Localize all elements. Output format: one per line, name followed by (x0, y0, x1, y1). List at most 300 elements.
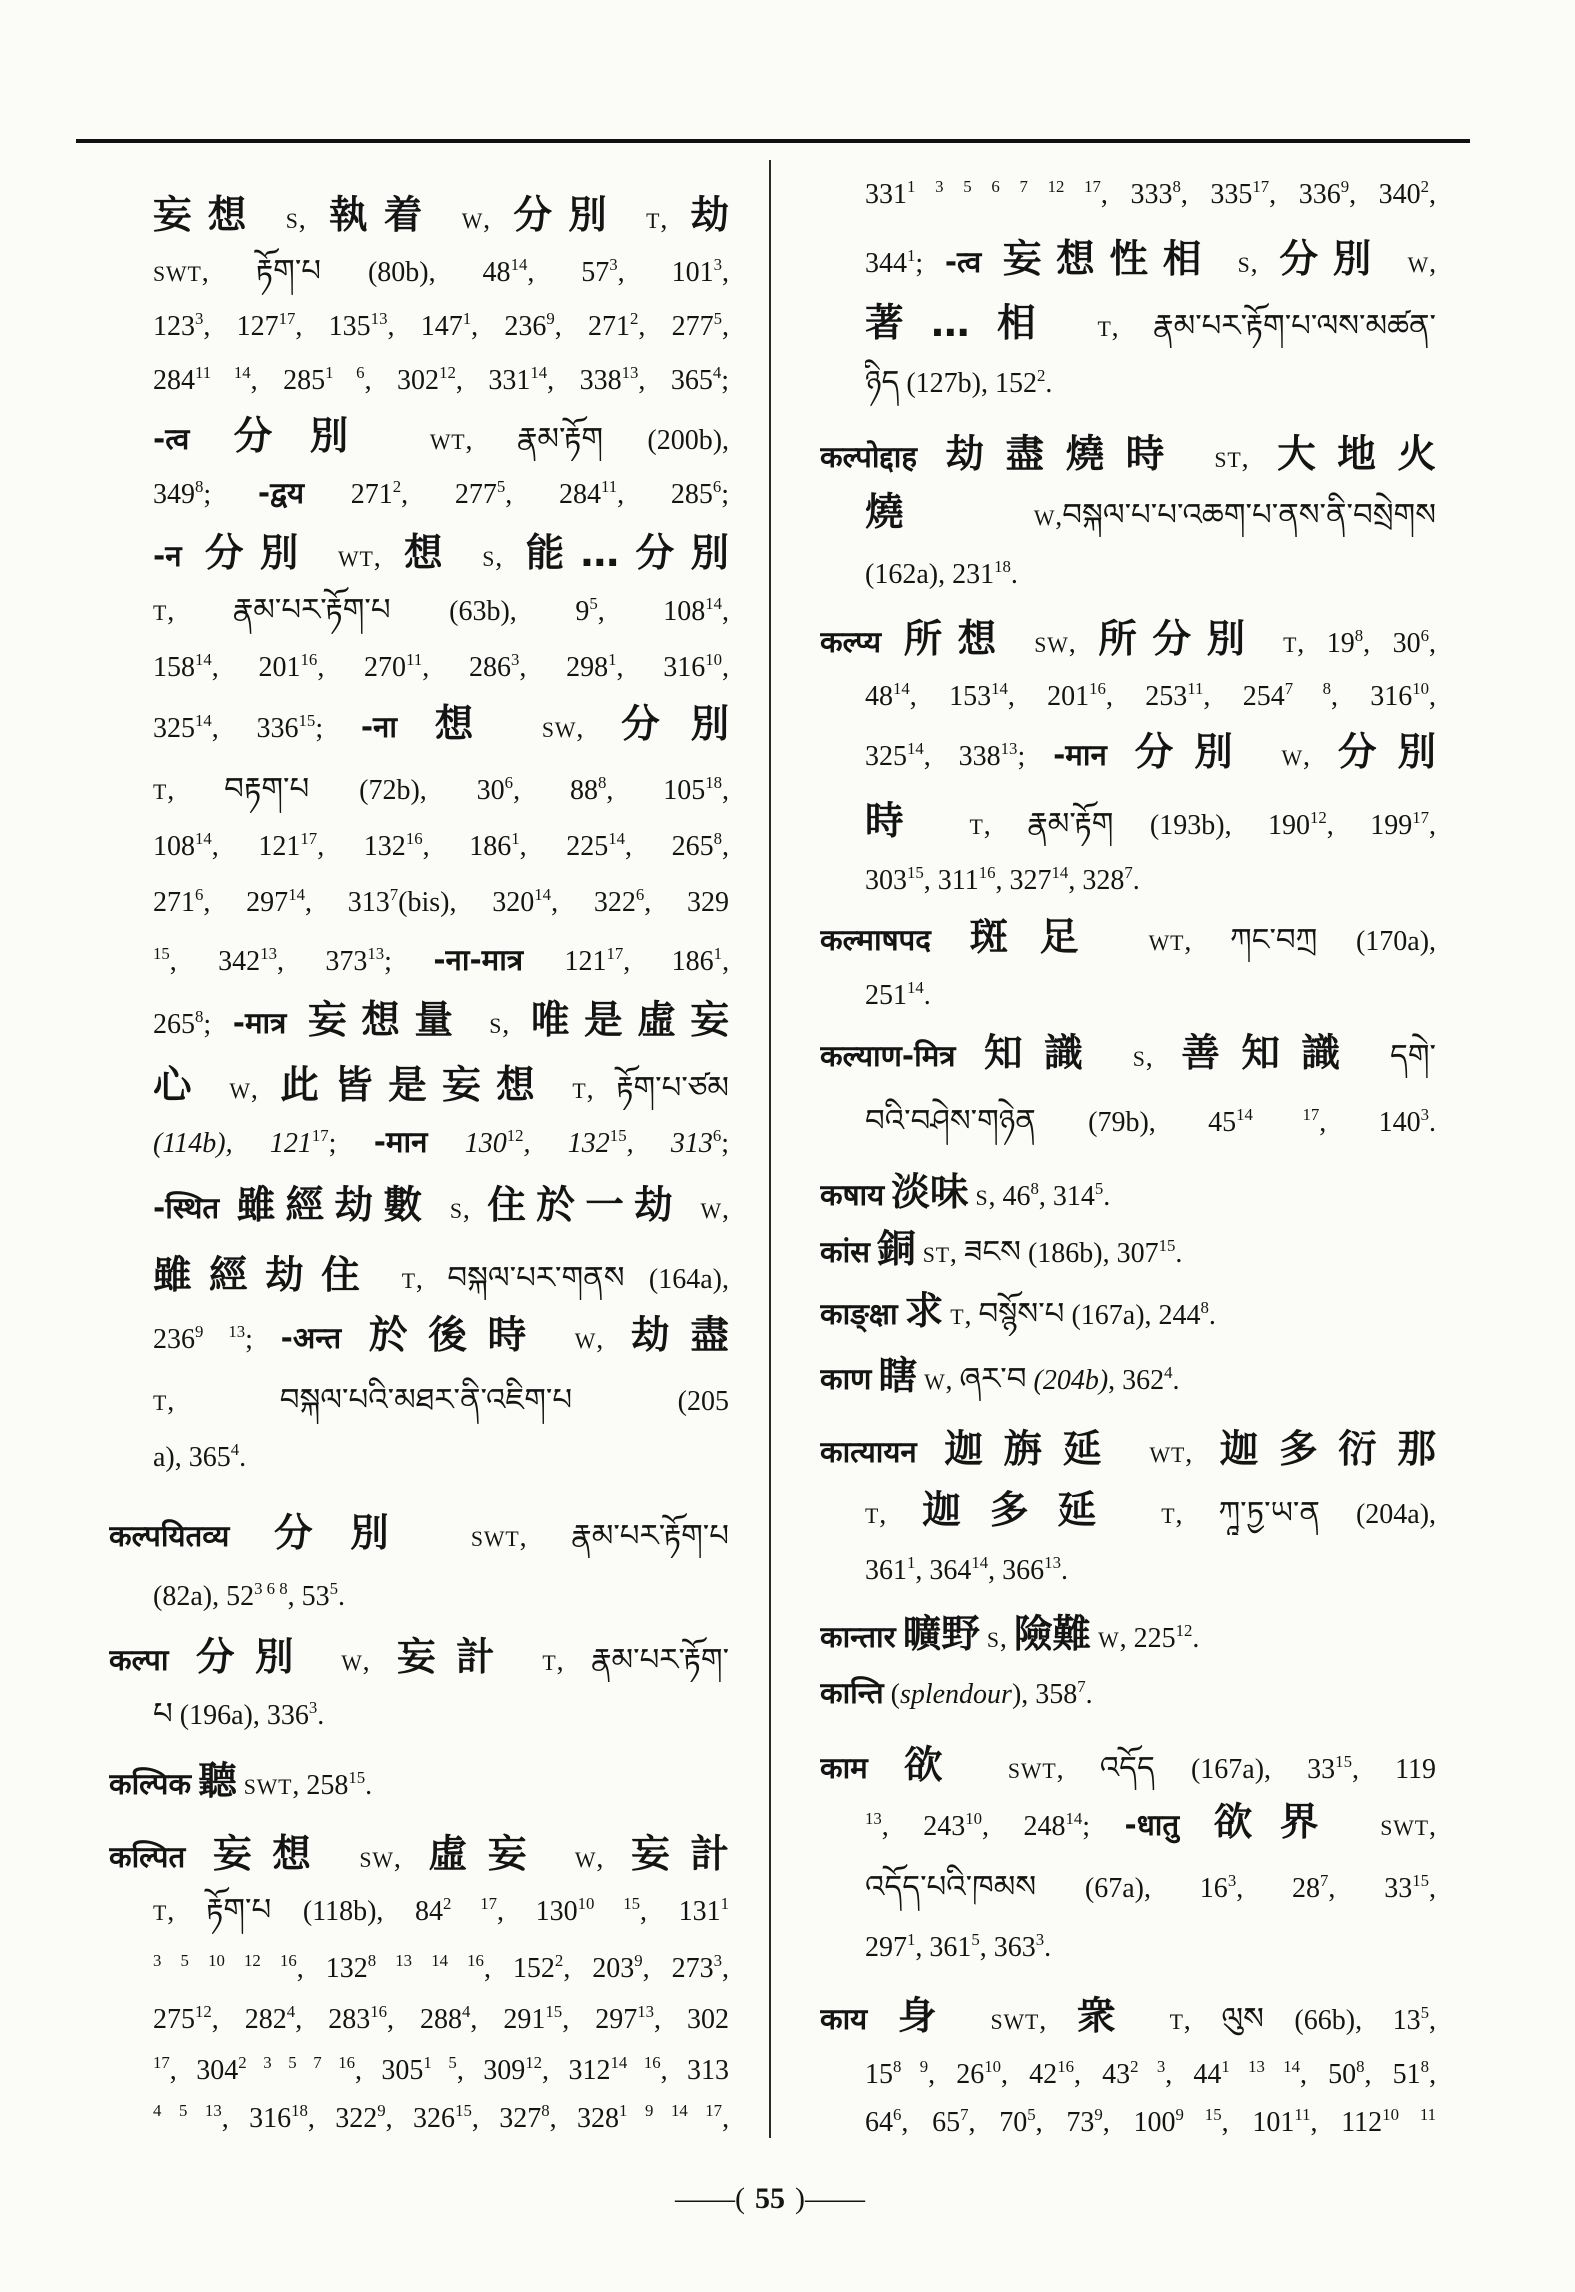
reference-text: , (949, 1238, 964, 1269)
reference-text: , 312 (542, 2055, 611, 2086)
chinese-gloss: 分別 (1134, 730, 1254, 775)
tibetan-term: རྣམ་པར་རྟོག་པ་ལས་མཚན་ (1153, 308, 1436, 344)
source-siglum: W (1407, 253, 1430, 277)
sanskrit-headword: -अन्त (280, 1321, 342, 1355)
reference-text: , 53 (287, 1581, 330, 1612)
source-siglum: WT (338, 547, 374, 571)
reference-text: (80b), 48 (321, 257, 511, 288)
reference-text: ; (315, 713, 361, 744)
source-siglum: S (489, 1014, 503, 1038)
chinese-gloss: 分別 (204, 531, 315, 576)
entry-line (820, 1030, 1436, 1078)
line-number-superscript: 13 (370, 309, 388, 329)
reference-text: , 309 (456, 2055, 526, 2086)
source-siglum: SWT (1380, 1816, 1429, 1840)
line-number-superscript: 1 6 (325, 363, 365, 383)
line-number-superscript: 14 16 (610, 2053, 661, 2073)
reference-text: , 258 (292, 1770, 349, 1801)
chinese-gloss: 分別 (233, 414, 386, 459)
tibetan-term: རྣམ་པར་རྟོག་ (590, 1642, 729, 1678)
tibetan-term: རྣམ་པར་རྟོག་པ (232, 592, 391, 628)
chinese-gloss: 身 (897, 1994, 960, 2039)
line-number-superscript: 9 (377, 2101, 386, 2121)
entry-line (865, 2099, 1436, 2147)
reference-text: , 50 (1300, 2059, 1357, 2090)
chinese-gloss: 妄計 (397, 1635, 515, 1680)
line-number-superscript: 11 (600, 477, 618, 497)
reference-text: , 311 (923, 865, 979, 896)
reference-text: , 331 (455, 365, 531, 396)
entry-line (153, 1118, 729, 1166)
reference-text: , (1429, 681, 1436, 712)
chinese-gloss: 瞎 (878, 1354, 918, 1399)
reference-text: , (519, 1522, 572, 1553)
line-number-superscript: 4 (1164, 1363, 1173, 1383)
reference-text: , (1241, 443, 1278, 474)
tibetan-term: ཀང་བཀྲ (1230, 922, 1318, 958)
line-number-superscript: 16 (1057, 2057, 1074, 2077)
line-number-superscript: 14 (893, 679, 910, 699)
line-number-superscript: 1 (511, 829, 520, 849)
reference-text: , 297 (562, 2004, 638, 2035)
line-number-superscript: 11 14 (195, 363, 251, 383)
reference-text: , 33 (1328, 1873, 1413, 1904)
reference-text: , 270 (317, 652, 407, 683)
reference-text: , (1055, 501, 1063, 532)
reference-text: , (722, 257, 729, 288)
sanskrit-headword: -त्व (944, 245, 982, 279)
line-number-superscript: 1 (608, 650, 617, 670)
reference-text (185, 1843, 213, 1874)
entry-line (865, 489, 1436, 537)
reference-text: , (298, 204, 329, 235)
reference-text: 236 (153, 1324, 195, 1355)
reference-text: . (1208, 1300, 1216, 1331)
reference-text: , 121 (211, 831, 301, 862)
line-number-superscript: 4 (286, 2002, 296, 2022)
tibetan-term: རྣམ་རྟོག (516, 421, 604, 457)
line-number-superscript: 5 (589, 594, 598, 614)
entry-line (109, 1758, 729, 1806)
source-siglum: W (1098, 1628, 1120, 1652)
reference-text: , 225 (1119, 1623, 1176, 1654)
reference-text: , 314 (1038, 1181, 1095, 1212)
line-number-superscript: 3 (195, 309, 204, 329)
reference-text: , (1184, 926, 1230, 957)
entry-line (820, 1669, 1436, 1717)
reference-text: , 42 (1001, 2059, 1058, 2090)
reference-text: , (596, 1324, 632, 1355)
reference-text: , (596, 1843, 632, 1874)
chinese-gloss: 求 (904, 1289, 944, 1334)
line-number-superscript: 9 (1094, 2105, 1103, 2125)
sanskrit-headword: कान्ति (820, 1676, 884, 1710)
reference-text: (204a), (1319, 1499, 1436, 1530)
line-number-superscript: 13 (621, 363, 639, 383)
reference-text: , 201 (1007, 681, 1090, 712)
line-number-superscript: 15 (1158, 1236, 1176, 1256)
reference-text: , 19 (1297, 628, 1355, 659)
reference-text: (72b), 30 (309, 775, 505, 806)
reference-text: (66b), 13 (1263, 2005, 1421, 2036)
line-number-superscript: 13 (865, 1809, 882, 1829)
line-number-superscript: 15 (298, 711, 316, 731)
line-number-superscript: 12 (439, 363, 456, 383)
reference-text: , (1111, 312, 1154, 343)
reference-text: , 291 (470, 2004, 546, 2035)
line-number-superscript: 14 (907, 739, 924, 759)
line-number-superscript: 5 (971, 1930, 980, 1950)
entry-line (153, 192, 729, 240)
sanskrit-headword: -द्वय (257, 476, 305, 510)
reference-text: , 313 (660, 2055, 729, 2086)
reference-text: , 277 (401, 479, 497, 510)
reference-text: . (1103, 1181, 1111, 1212)
source-siglum: WT (429, 430, 466, 454)
reference-text: , 364 (915, 1555, 972, 1586)
reference-text: . (1010, 559, 1018, 590)
entry-line (153, 2095, 729, 2143)
sanskrit-headword: -ना (360, 710, 397, 744)
source-siglum: SW (541, 718, 577, 742)
chinese-gloss: 分別 (273, 1511, 427, 1556)
reference-text: , 243 (881, 1811, 966, 1842)
reference-text: ; (721, 365, 729, 396)
source-siglum: SWT (153, 262, 202, 286)
line-number-superscript: 5 (713, 309, 723, 329)
reference-text: , 316 (1330, 681, 1413, 712)
entry-line (153, 879, 729, 927)
line-number-superscript: 13 (1044, 1553, 1061, 1573)
reference-text: ; (1082, 1811, 1125, 1842)
line-number-superscript: 16 (300, 650, 318, 670)
line-number-superscript: 1 (907, 1553, 916, 1573)
sanskrit-headword: कल्पयितव्य (109, 1519, 230, 1553)
line-number-superscript: 14 (195, 711, 212, 731)
page-number (640, 2175, 900, 2223)
line-number-superscript: 16 (370, 2002, 387, 2022)
reference-text: , 302 (364, 365, 440, 396)
sanskrit-headword: -स्थित (153, 1191, 220, 1225)
reference-text: (167a), 33 (1154, 1754, 1336, 1785)
line-number-superscript: 15 (455, 2101, 472, 2121)
source-siglum: W (461, 209, 484, 233)
reference-text: , (1145, 1042, 1182, 1073)
line-number-superscript: 7 (1124, 863, 1133, 883)
chinese-gloss: 想 (434, 702, 505, 747)
reference-text (1063, 312, 1097, 343)
reference-text: , 101 (1221, 2107, 1295, 2138)
reference-text (896, 1623, 903, 1654)
chinese-gloss: 銅 (877, 1227, 916, 1272)
reference-text: (82a), 52 (153, 1581, 255, 1612)
chinese-gloss: 能…分別 (525, 531, 729, 576)
entry-line (865, 300, 1436, 348)
reference-text (931, 926, 970, 957)
sanskrit-headword: कल्माषपद (820, 923, 931, 957)
reference-text: ; (1017, 741, 1054, 772)
reference-text: , (167, 596, 233, 627)
reference-text: , (167, 1386, 280, 1417)
source-siglum: SWT (243, 1775, 293, 1799)
reference-text: . (365, 1770, 373, 1801)
reference-text (341, 1324, 369, 1355)
reference-text: 158 (153, 652, 195, 683)
reference-text: . (1175, 1238, 1183, 1269)
reference-text: , 44 (1165, 2059, 1222, 2090)
reference-text: , 342 (169, 946, 261, 977)
entry-line (820, 1611, 1436, 1659)
reference-text: , (1185, 1438, 1220, 1469)
reference-text: , (415, 1264, 448, 1295)
reference-text: , 288 (386, 2004, 462, 2035)
source-siglum: ST (922, 1243, 950, 1267)
reference-text (1125, 1499, 1161, 1530)
reference-text: , 88 (513, 775, 598, 806)
reference-text: (167a), 244 (1064, 1300, 1201, 1331)
reference-text (459, 542, 482, 573)
reference-text: , 285 (617, 479, 713, 510)
reference-text: 271 (304, 479, 393, 510)
reference-text: ; (328, 1128, 374, 1159)
reference-text: 361 (865, 1555, 907, 1586)
source-siglum: W (700, 1199, 723, 1223)
line-number-superscript: 6 (1420, 626, 1430, 646)
reference-text (960, 2005, 991, 2036)
reference-text: . (338, 1581, 346, 1612)
reference-text: , (1429, 2005, 1436, 2036)
reference-text (898, 1300, 905, 1331)
reference-text (433, 1194, 450, 1225)
chinese-gloss: 虛妄 (428, 1832, 548, 1877)
line-number-superscript: 14 17 (1236, 1105, 1320, 1125)
sanskrit-headword: काङ्क्षा (820, 1297, 898, 1331)
line-number-superscript: 12 (525, 2053, 543, 2073)
reference-text: , 365 (638, 365, 713, 396)
reference-text: , 253 (1105, 681, 1188, 712)
line-number-superscript: 14 (907, 978, 924, 998)
line-number-superscript: 17 (153, 2053, 170, 2073)
chinese-gloss: 劫盡燒時 (945, 432, 1186, 477)
entry-line (865, 1863, 1436, 1911)
reference-text (1386, 248, 1408, 279)
line-number-superscript: 2 (392, 477, 402, 497)
line-number-superscript: 13 (1000, 739, 1018, 759)
reference-text (623, 204, 646, 235)
reference-text: , 283 (295, 2004, 371, 2035)
chinese-gloss: 險難 (1013, 1612, 1092, 1657)
reference-text: 284 (153, 365, 195, 396)
reference-text: , (1039, 2005, 1077, 2036)
line-number-superscript: 8 (713, 829, 723, 849)
line-number-superscript: 18 (705, 773, 723, 793)
reference-text: 64 (865, 2107, 893, 2138)
reference-text (377, 1264, 401, 1295)
line-number-superscript: 10 (1412, 679, 1430, 699)
source-siglum: ST (1214, 448, 1242, 472)
reference-text (314, 1646, 341, 1677)
reference-text (917, 1365, 924, 1396)
sanskrit-headword: -त्व (153, 422, 190, 456)
reference-text: , (722, 1953, 729, 1984)
line-number-superscript: 13 (637, 2002, 654, 2022)
chinese-gloss: 迦旃延 (944, 1427, 1122, 1472)
page-number-close: )—— (795, 2182, 865, 2215)
sanskrit-headword: कषाय (820, 1178, 885, 1212)
entry-line (153, 1376, 729, 1424)
reference-text: , 248 (982, 1811, 1066, 1842)
source-siglum: W (1281, 746, 1304, 770)
italic-text: , 313 (626, 1128, 713, 1159)
reference-text (1346, 1811, 1380, 1842)
reference-text: ; (721, 479, 729, 510)
entry-line (109, 1831, 729, 1879)
entry-line (820, 1993, 1436, 2041)
reference-text: , 338 (923, 741, 1001, 772)
reference-text: 331 (865, 179, 907, 210)
entry-line (153, 1996, 729, 2044)
chinese-gloss: 妄想 (153, 193, 263, 238)
reference-text: , 297 (203, 887, 289, 918)
reference-text (237, 1770, 244, 1801)
entry-line (153, 936, 729, 984)
reference-text (219, 1194, 236, 1225)
reference-text: , 326 (385, 2103, 456, 2134)
page-number-value: 55 (755, 2182, 785, 2215)
sanskrit-headword: कल्पा (109, 1643, 169, 1677)
source-siglum: WT (1149, 1443, 1186, 1467)
reference-text: , (1429, 2059, 1436, 2090)
chinese-gloss: 心 (153, 1063, 207, 1108)
line-number-superscript: 8 13 14 16 (367, 1951, 484, 1971)
line-number-superscript: 2 3 5 7 16 (238, 2053, 355, 2073)
entry-line (865, 1799, 1436, 1847)
reference-text: , 127 (203, 311, 279, 342)
chinese-gloss: 住於一劫 (487, 1183, 684, 1228)
tibetan-term: བསྐལ་པར་གནས (447, 1260, 625, 1296)
entry-line (153, 2047, 729, 2095)
reference-text: ; (384, 946, 434, 977)
reference-text: (200b), (603, 425, 729, 456)
line-number-superscript: 15 (907, 863, 924, 883)
reference-text: , (1056, 1754, 1100, 1785)
reference-text: , (722, 596, 729, 627)
entry-line (865, 857, 1436, 905)
chinese-gloss: 著…相 (865, 301, 1064, 346)
reference-text (916, 1238, 923, 1269)
entry-line (865, 729, 1436, 777)
entry-line (820, 431, 1436, 479)
tibetan-term: བསྐལ་པའི་མཐར་ནི་འཇིག་པ (279, 1382, 573, 1418)
line-number-superscript: 9 (1340, 177, 1350, 197)
sanskrit-headword: कल्पिक (109, 1767, 192, 1801)
line-number-superscript: 11 (406, 650, 423, 670)
reference-text: , 254 (1203, 681, 1285, 712)
reference-text: , 132 (296, 1953, 368, 1984)
line-number-superscript: 3 (510, 650, 520, 670)
reference-text: , (1429, 1873, 1436, 1904)
line-number-superscript: 10 (984, 2057, 1002, 2077)
chinese-gloss: 淡味 (891, 1170, 969, 1215)
reference-text (1104, 1042, 1132, 1073)
reference-text (1254, 741, 1282, 772)
reference-text (1186, 443, 1215, 474)
reference-text: ; (245, 1324, 281, 1355)
line-number-superscript: 12 (195, 2002, 212, 2022)
reference-text: (196a), 336 (172, 1700, 309, 1731)
reference-text: , 313 (304, 887, 390, 918)
reference-text (933, 810, 969, 841)
line-number-superscript: 5 (496, 477, 506, 497)
line-number-superscript: 14 (510, 255, 528, 275)
reference-text (980, 1623, 987, 1654)
source-siglum: T (865, 1504, 880, 1528)
reference-text: 303 (865, 865, 907, 896)
tibetan-term: ཀཱ་ཏྱ་ཡ་ན (1218, 1495, 1320, 1531)
reference-text: , 119 (1351, 1754, 1436, 1785)
line-number-superscript: 8 (1200, 1298, 1209, 1318)
reference-text: , 65 (901, 2107, 961, 2138)
entry-line (820, 1169, 1436, 1217)
line-number-superscript: 5 (1027, 2105, 1036, 2125)
chinese-gloss: 曠野 (902, 1612, 980, 1657)
line-number-superscript: 4 (230, 1440, 240, 1460)
reference-text: , (1429, 628, 1436, 659)
reference-text: 325 (153, 713, 195, 744)
line-number-superscript: 18 (994, 557, 1011, 577)
source-siglum: SWT (1007, 1759, 1057, 1783)
line-number-superscript: 1 (907, 246, 916, 266)
reference-text: , 153 (909, 681, 992, 712)
reference-text: (186b), 307 (1020, 1238, 1159, 1269)
line-number-superscript: 1 (720, 1894, 729, 1914)
reference-text: , (462, 1194, 488, 1225)
chinese-gloss: 燒 (865, 490, 966, 535)
reference-text (468, 1009, 490, 1040)
entry-line (153, 1182, 729, 1230)
chinese-gloss: 唯是虛妄 (530, 998, 729, 1043)
tibetan-term: འདོད་པའི་ཁམས (865, 1869, 1037, 1905)
source-siglum: T (1097, 317, 1112, 341)
reference-text: , 152 (483, 1953, 555, 1984)
reference-text: , (945, 1365, 960, 1396)
sanskrit-headword: काय (820, 2002, 868, 2036)
reference-text: , (556, 1646, 591, 1677)
reference-text: , (1429, 248, 1436, 279)
entry-line (153, 247, 729, 295)
entry-line (865, 1924, 1436, 1972)
reference-text (169, 1646, 196, 1677)
reference-text (1110, 926, 1149, 957)
reference-text (427, 1128, 464, 1159)
reference-text: , 130 (497, 1896, 578, 1927)
reference-text: , 51 (1364, 2059, 1421, 2090)
source-siglum: S (1237, 253, 1251, 277)
reference-text: , 327 (995, 865, 1052, 896)
source-siglum: SW (1034, 633, 1069, 657)
line-number-superscript: 10 15 (577, 1894, 641, 1914)
reference-text (547, 1843, 575, 1874)
reference-text: , (879, 1499, 923, 1530)
reference-text: , 316 (616, 652, 706, 683)
reference-text: ( (883, 1679, 900, 1710)
entry-line (153, 1690, 729, 1738)
line-number-superscript: 9 13 (195, 1322, 246, 1342)
line-number-superscript: 1 9 14 17 (619, 2101, 723, 2121)
reference-text: , 338 (547, 365, 622, 396)
entry-line (820, 1742, 1436, 1790)
reference-text: 251 (865, 980, 907, 1011)
